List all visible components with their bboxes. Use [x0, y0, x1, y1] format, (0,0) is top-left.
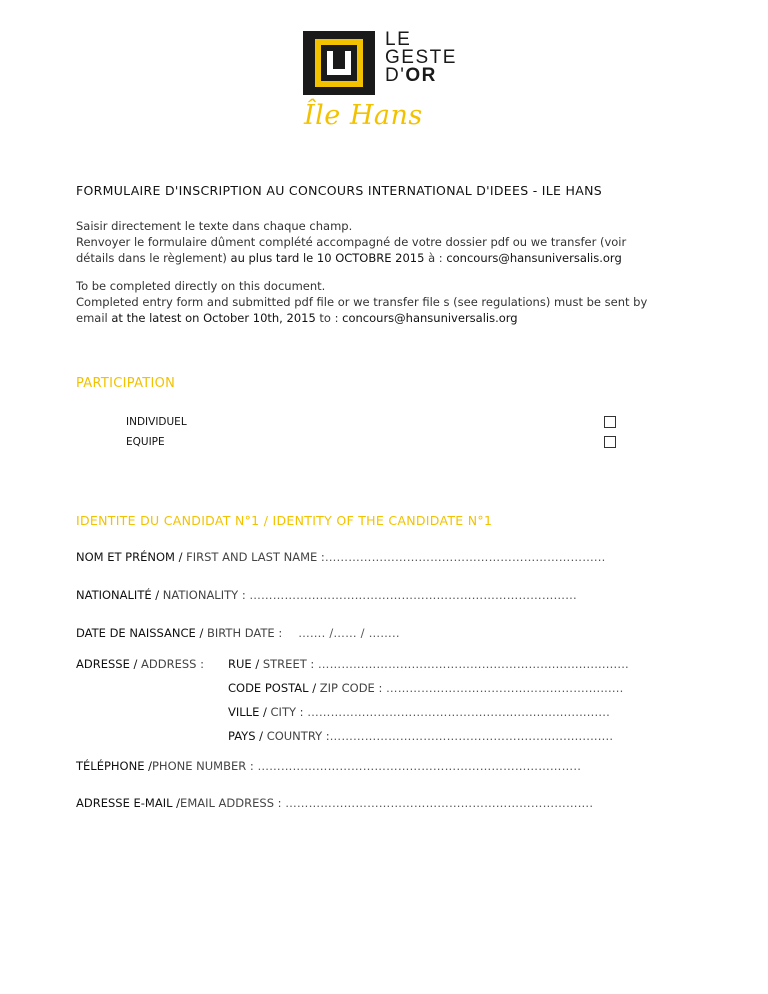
- country-bold-label: PAYS /: [228, 729, 267, 743]
- fr-line-3-c: à :: [424, 251, 447, 265]
- logo-wordmark: [385, 31, 457, 85]
- birthdate-input-dots[interactable]: ……. /…… / ……..: [298, 626, 400, 640]
- city-label: CITY :: [270, 705, 308, 719]
- phone-input-dots[interactable]: ………………………………………………………………………..: [257, 759, 582, 773]
- address-bold-label: ADRESSE /: [76, 657, 142, 671]
- logo-line-1: LE: [385, 29, 412, 50]
- logo-script-text: Île Hans: [304, 100, 423, 131]
- country-field[interactable]: [228, 729, 613, 743]
- en-line-3: [76, 310, 647, 326]
- logo-line-3-prefix: D': [385, 65, 406, 86]
- nationality-label: NATIONALITY :: [162, 588, 250, 602]
- nationality-input-dots[interactable]: ………………………………………………………………………...: [249, 588, 577, 602]
- fr-email-link[interactable]: concours@hansuniversalis.org: [446, 251, 622, 265]
- fr-line-2: Renvoyer le formulaire dûment complété accompagné de votre dossier pdf ou we transfer (voir: [76, 235, 627, 249]
- email-bold-label: ADRESSE E-MAIL /: [76, 796, 181, 810]
- city-input-dots[interactable]: ……………………………………….................................: [307, 705, 610, 719]
- team-checkbox[interactable]: [604, 436, 616, 448]
- zip-field[interactable]: [228, 681, 623, 695]
- fr-deadline: au plus tard le 10 OCTOBRE 2015: [230, 251, 425, 265]
- birthdate-field[interactable]: [76, 626, 400, 640]
- logo-line-3: [385, 67, 457, 85]
- street-input-dots[interactable]: ………………………………………………….......................: [317, 657, 629, 671]
- name-bold-label: NOM ET PRÉNOM /: [76, 550, 187, 564]
- country-input-dots[interactable]: ………………………………………….........................: [329, 729, 614, 743]
- city-bold-label: VILLE /: [228, 705, 271, 719]
- name-label: FIRST AND LAST NAME :: [186, 550, 325, 564]
- zip-label: ZIP CODE :: [319, 681, 386, 695]
- individual-label: INDIVIDUEL: [126, 416, 187, 428]
- address-label-group: [76, 657, 204, 671]
- logo-mark-icon: [303, 31, 375, 95]
- birthdate-label: BIRTH DATE :: [206, 626, 283, 640]
- en-deadline: at the latest on October 10th, 2015: [111, 311, 316, 325]
- zip-input-dots[interactable]: ……………………………………………..........: [386, 681, 624, 695]
- street-field[interactable]: [228, 657, 629, 671]
- zip-bold-label: CODE POSTAL /: [228, 681, 320, 695]
- fr-line-3-a: détails dans le règlement): [76, 251, 231, 265]
- fr-line-3: [76, 250, 626, 266]
- email-field[interactable]: [76, 796, 593, 810]
- address-label: ADDRESS :: [141, 657, 204, 671]
- identity-heading-en: IDENTITY OF THE CANDIDATE N°1: [272, 513, 493, 528]
- phone-label: PHONE NUMBER :: [152, 759, 258, 773]
- phone-field[interactable]: [76, 759, 581, 773]
- en-line-1: To be completed directly on this document.: [76, 279, 326, 293]
- identity-heading-fr: IDENTITE DU CANDIDAT N°1 /: [76, 513, 273, 528]
- individual-checkbox[interactable]: [604, 416, 616, 428]
- nationality-field[interactable]: [76, 588, 577, 602]
- country-label: COUNTRY :: [266, 729, 330, 743]
- en-line-2: Completed entry form and submitted pdf file or we transfer file s (see regulations) must be sent by: [76, 295, 648, 309]
- phone-bold-label: TÉLÉPHONE /: [76, 759, 152, 773]
- en-line-3-c: to :: [315, 311, 343, 325]
- name-field[interactable]: [76, 550, 605, 564]
- logo-line-3-bold: OR: [405, 65, 437, 86]
- name-input-dots[interactable]: ……………………………………………………………...: [324, 550, 606, 564]
- email-input-dots[interactable]: …………………………………………………………………….: [285, 796, 594, 810]
- street-label: STREET :: [262, 657, 318, 671]
- street-bold-label: RUE /: [228, 657, 263, 671]
- en-line-3-a: email: [76, 311, 112, 325]
- en-email-link[interactable]: concours@hansuniversalis.org: [342, 311, 518, 325]
- fr-line-1: Saisir directement le texte dans chaque champ.: [76, 219, 353, 233]
- city-field[interactable]: [228, 705, 610, 719]
- participation-heading: PARTICIPATION: [76, 376, 176, 391]
- team-label: EQUIPE: [126, 436, 165, 448]
- email-label: EMAIL ADDRESS :: [180, 796, 286, 810]
- page-title: FORMULAIRE D'INSCRIPTION AU CONCOURS INTERNATIONAL D'IDEES - ILE HANS: [76, 183, 602, 198]
- identity-heading: [76, 513, 492, 528]
- logo-line-2: GESTE: [385, 47, 457, 68]
- fr-instructions: [76, 218, 626, 266]
- nationality-bold-label: NATIONALITÉ /: [76, 588, 163, 602]
- birthdate-bold-label: DATE DE NAISSANCE /: [76, 626, 207, 640]
- en-instructions: [76, 278, 647, 326]
